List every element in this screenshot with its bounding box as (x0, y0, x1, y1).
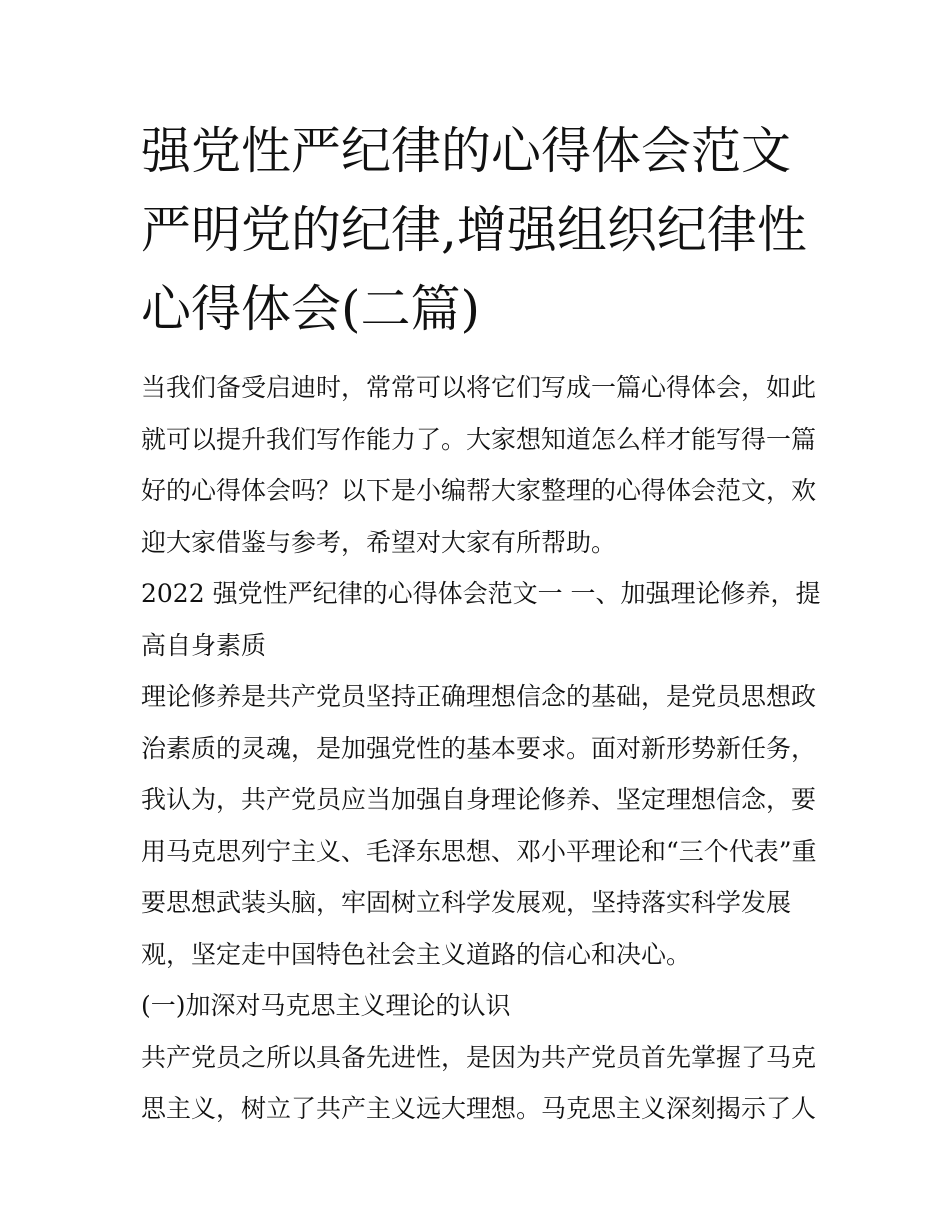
body-line: 共产党员之所以具备先进性，是因为共产党员首先掌握了马克 (141, 1042, 817, 1072)
section-heading: 高自身素质 (141, 630, 267, 660)
body-line: 要思想武装头脑，牢固树立科学发展观，坚持落实科学发展 (141, 888, 792, 917)
title-line: 心得体会(二篇) (141, 280, 481, 338)
body-line: 观，坚定走中国特色社会主义道路的信心和决心。 (141, 939, 692, 969)
body-line: 迎大家借鉴与参考，希望对大家有所帮助。 (141, 527, 617, 557)
document-page (141, 112, 821, 1135)
body-line: 思主义，树立了共产主义远大理想。马克思主义深刻揭示了人 (141, 1094, 817, 1123)
body-line: 当我们备受启迪时，常常可以将它们写成一篇心得体会，如此 (141, 373, 817, 402)
body-line: 理论修养是共产党员坚持正确理想信念的基础，是党员思想政 (141, 682, 817, 711)
title-line: 严明党的纪律,增强组织纪律性 (141, 201, 807, 259)
body-line: 治素质的灵魂，是加强党性的基本要求。面对新形势新任务， (141, 733, 817, 763)
body-line: 用马克思列宁主义、毛泽东思想、邓小平理论和“三个代表”重 (141, 836, 817, 866)
body-line: 好的心得体会吗？以下是小编帮大家整理的心得体会范文，欢 (141, 476, 817, 505)
body-line: 就可以提升我们写作能力了。大家想知道怎么样才能写得一篇 (141, 424, 817, 454)
section-heading: 2022 强党性严纪律的心得体会范文一 一、加强理论修养，提 (141, 579, 821, 608)
body-line: 我认为，共产党员应当加强自身理论修养、坚定理想信念，要 (141, 785, 817, 814)
document-title (141, 112, 813, 349)
subsection-heading: (一)加深对马克思主义理论的认识 (141, 991, 511, 1020)
title-line: 强党性严纪律的心得体会范文 (141, 122, 791, 180)
document-body (141, 362, 821, 1135)
